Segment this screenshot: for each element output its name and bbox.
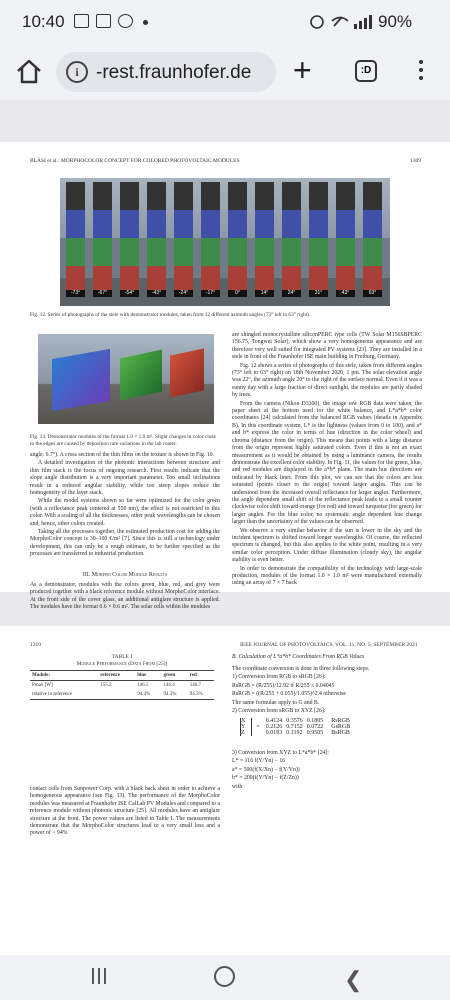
stele-photo	[120, 182, 139, 294]
image-notification-icon	[96, 14, 111, 28]
table-cell: relative to reference	[32, 692, 72, 697]
paragraph: Taking all the processes together, the estimated production cost for adding the MorphoColor concept is 30–100 €/m² [7]. Since this is still a technology under development, this can only be a rough estimate, to be further specified as the processes are transferred to industrial production.	[30, 529, 220, 558]
wifi-icon	[332, 17, 348, 26]
stele-photo	[93, 182, 112, 294]
browser-toolbar	[0, 44, 450, 100]
matrix-cell: 0.4124	[265, 718, 283, 724]
matrix-cell: 0.0193	[265, 730, 283, 736]
angle-label: -67°	[93, 290, 112, 297]
table-header: green	[163, 673, 176, 678]
site-info-icon[interactable]: i	[66, 61, 88, 83]
table-header: red	[189, 673, 197, 678]
paragraph: While the model systems shown so far were optimized for the color green (with a reflectance peak centered at 550 nm), the effect is not restricted to this color. With a scaling of all the thicknesses, other peak wavelengths can be chosen and, hence, other colors created.	[30, 498, 220, 527]
table-subtitle: Module Performance (Data From [25])	[76, 661, 168, 667]
table-row	[30, 681, 214, 691]
home-icon[interactable]	[14, 56, 44, 86]
paragraph: We observe a very similar behavior if the sun is lower in the sky and the incident spectrum is shifted toward longer wavelengths. Of course, the reflected spectrum is changed, but this also applies to the white point, resulting in a very similar color perception. Under diffuse illumination (cloudy sky), the angular stability is even better.	[232, 527, 422, 564]
table-cell: 146.4	[163, 683, 175, 688]
matrix-rhs: RsRGB	[331, 718, 350, 724]
matrix-cell: 0.9505	[306, 730, 324, 736]
matrix-cell: 0.1192	[286, 730, 303, 736]
table-title: TABLE I	[111, 654, 133, 660]
paragraph: A detailed investigation of the photonic interactions between structure and thin film stack is the focus of ongoing research. First results indicate that the slope angle distribution is a very important parameter. Too small inclinations result in a reduced angular stability, while too steep slopes reduce the homogeneity of the layer stack.	[30, 460, 220, 497]
text-line: 1) Conversion from RGB to sRGB [26]:	[232, 674, 326, 681]
paragraph: Fig. 12 shows a series of photographs of this stele, taken from different angles (73° left to 63° right) on 18th November 2020, 1 pm. The solar elevation angle was 22°, the azimuth angle 20° to the right of the surface normal. Even if it was a sunny day with a large fraction of direct sunlight, the modules are partly shaded by trees.	[232, 362, 422, 399]
stele-photo	[201, 182, 220, 294]
angle-label: 14°	[255, 290, 274, 297]
stele-photo	[309, 182, 328, 294]
section-title: III. Morpho Color Module Results	[82, 572, 168, 578]
paragraph: are shingled monocrystalline siliconPERC type cells (TW Solar M156SBPERC 156.75, Tongwei Solar), which show a very homogeneous appearance and are therefore very well suited for integrated PV systems [23]. They are installed in a stele in front of the Fraunhofer ISE main building in Freiburg, Germany.	[232, 332, 422, 361]
performance-table	[30, 670, 214, 700]
page-number: 1310	[30, 642, 41, 648]
fig12-caption: Fig. 12. Series of photographs of the stele with demonstrator modules, taken from 12 different azimuth angles (73° left to 63° right).	[30, 312, 311, 318]
gallery-notification-icon	[74, 14, 89, 28]
pdf-viewer[interactable]	[0, 100, 450, 955]
more-notifications-icon	[143, 20, 148, 25]
formula: b* = 200(f(Y/Yn) − f(Z/Zn))	[232, 775, 299, 782]
table-header: blue	[137, 673, 147, 678]
matrix-cell: 0.0722	[306, 724, 324, 730]
home-button[interactable]	[214, 966, 235, 987]
fig13-demonstrator-photo	[38, 334, 214, 424]
matrix-cell: 0.7152	[286, 724, 303, 730]
formula: L* = 116 f(Y/Yn) − 16	[232, 758, 286, 765]
stele-photo	[147, 182, 166, 294]
sync-notification-icon	[118, 14, 133, 28]
pdf-page-1309	[0, 142, 450, 611]
table-cell: 94.3%	[163, 692, 177, 697]
text-line: The same formulae apply to G and B.	[232, 699, 320, 706]
paragraph: As a demonstrator, modules with the colors green, blue, red, and grey were produced together with a black reference module without MorphoColor interface. At the front side of the cover glass, an additional antiglare structure is applied. The modules have the format 0.6 × 0.6 m². The solar cells within the modules	[30, 582, 220, 611]
text-line: 3) Conversion from XYZ to L*a*b* [24]:	[232, 750, 329, 756]
stele-photo	[282, 182, 301, 294]
matrix-rhs: BsRGB	[331, 730, 350, 736]
matrix-cell: 0.3576	[286, 718, 303, 724]
formula: RsRGB = (R/255)/12.92 if R/255 ≤ 0.04045	[232, 682, 335, 689]
table-cell: 146.7	[189, 683, 201, 688]
paragraph: In order to demonstrate the compatibility of the technology with large-scale production, modules of the format 1.0 × 1.0 m² were manufactured externally using an array of 7 × 7 back	[232, 565, 422, 587]
stele-photo	[66, 182, 85, 294]
running-header: IEEE JOURNAL OF PHOTOVOLTAICS, VOL. 11, NO. 5, SEPTEMBER 2021	[240, 642, 418, 648]
matrix-lhs: Z	[241, 730, 245, 736]
angle-label: -24°	[174, 290, 193, 297]
angle-label: 24°	[282, 290, 301, 297]
table-cell: 146.5	[137, 683, 149, 688]
system-nav-bar	[0, 955, 450, 1000]
subsection-title: B. Calculation of L*a*b* Coordinates From RGB Values	[232, 654, 365, 660]
table-cell: 94.4%	[137, 692, 151, 697]
paragraph: contact cells from Sunpower Corp. with a black back sheet in order to achieve a homogeneous appearance (see Fig. 13). The performance of the MorphoColor modules was measured at Fraunhofer ISE CalLab PV Modules and compared to a reference module without photonic structure [25]. All modules have an antiglare structure at the front. The power values are listed in Table I. The measurements demonstrate that the MorphoColor structures lead to a very small loss and a power of > 94%	[30, 786, 220, 837]
angle-label: -73°	[66, 290, 85, 297]
angle-label: 31°	[309, 290, 328, 297]
url-text: -rest.fraunhofer.de	[96, 62, 252, 83]
angle-label: -54°	[120, 290, 139, 297]
new-tab-button[interactable]: +	[293, 52, 312, 88]
recents-button[interactable]	[92, 968, 110, 986]
green-module	[120, 350, 162, 401]
alarm-icon	[311, 16, 323, 28]
stele-photo	[255, 182, 274, 294]
stele-photo	[336, 182, 355, 294]
paragraph: angle: 6.7°). A cross section of the thin films on the texture is shown in Fig. 10.	[30, 452, 214, 458]
red-module	[170, 348, 204, 397]
back-button[interactable]: ❮	[344, 967, 363, 992]
matrix-rhs: GsRGB	[331, 724, 351, 730]
address-bar[interactable]	[56, 52, 276, 92]
conversion-matrix: X Y Z = 0.4124 0.3576 0.1805 RsRGB GsRGB BsRGB 0.2126 0.7152 0.0722 0.0193 0.1192 0.9505	[241, 718, 351, 736]
conversion-steps-2	[232, 750, 422, 792]
signal-icon	[354, 15, 372, 29]
page-number: 1309	[410, 158, 421, 164]
conversion-steps	[232, 666, 422, 716]
angle-label: 0°	[228, 290, 247, 297]
stele-photo	[174, 182, 193, 294]
angle-label: -43°	[147, 290, 166, 297]
table-cell: 155.2	[100, 683, 112, 688]
table-header: reference	[100, 673, 121, 678]
stele-photo	[363, 182, 382, 294]
status-time: 10:40	[22, 12, 65, 31]
table-header: Module:	[32, 673, 51, 678]
angle-label: 43°	[336, 290, 355, 297]
table-row	[30, 690, 214, 700]
left-column	[30, 452, 220, 560]
text-line: The coordinate conversion is done in three following steps.	[232, 666, 370, 672]
status-bar	[0, 0, 450, 44]
fig13-caption: Fig. 13. Demonstrator modules of the format 1.0 × 1.0 m². Slight changes in color close to the edges are caused by deposition rate variations in the lab coater.	[30, 434, 216, 447]
matrix-lhs: X	[241, 718, 246, 724]
formula: RsRGB = ((R/255 + 0.055)/1.055)^2.4 otherwise	[232, 691, 346, 698]
formula: a* = 500(f(X/Xn) − f(Y/Yn))	[232, 766, 300, 773]
matrix-cell: 0.1805	[306, 718, 324, 724]
table-cell	[98, 690, 135, 700]
text-line: with	[232, 783, 243, 790]
table-cell: Pmax [W]	[32, 683, 53, 688]
matrix-lhs: Y	[241, 724, 246, 730]
text-line: 2) Conversion from sRGB to XYZ [26]:	[232, 708, 326, 715]
tab-switcher-button[interactable]: :D	[355, 60, 377, 82]
right-column	[232, 332, 422, 590]
status-icons	[310, 14, 376, 30]
battery-level: 90%	[378, 12, 413, 31]
angle-label: 63°	[363, 290, 382, 297]
table-cell: 94.5%	[189, 692, 203, 697]
stele-photo	[228, 182, 247, 294]
paragraph: From the camera (Nikon D3300), the image raw RGB data were taken, the paper sheet at the bottom used for the white balance, and L*a*b* color coordinates [24] calculated from the balanced RGB values (details in Appendix B). In this coordinate system, L* is the lightness (values from 0 to 100), and a* and b* express the color in terms of hue (direction in the color wheel) and chroma (distance from the origin). This means that points with a large distance from the origin represent highly saturated colors. Even if this is not an exact measurement as it would be obtained by using a luminance camera, the results demonstrate the excellent color stability. In Fig. 11, the values for the green, blue, and red modules are displayed in the a*b* plane. The main hue directions are indicated by black lines. From this plot, we can see that the colors are less saturated (points closer to the origin) toward larger angles. This can be understood from the increased overall reflectance for larger angles. Furthermore, the angle dependent small shift of the reflectance peak leads to a small counter clockwise color shift toward orange (for red) and toward turquoise (for green) for larger angles. For the blue color, no systematic angle dependent hue change larger than the uncertainty of the values can be observed.	[232, 400, 422, 526]
pdf-page-1310	[0, 626, 450, 966]
blue-module	[52, 349, 110, 411]
fig12-stele-photos	[60, 178, 390, 306]
angle-label: -17°	[201, 290, 220, 297]
running-header: BLÄSI et al.: MORPHOCOLOR CONCEPT FOR COLORED PHOTOVOLTAIC MODULES	[30, 158, 240, 164]
matrix-cell: 0.2126	[265, 724, 283, 730]
overflow-menu-icon[interactable]	[418, 60, 424, 84]
